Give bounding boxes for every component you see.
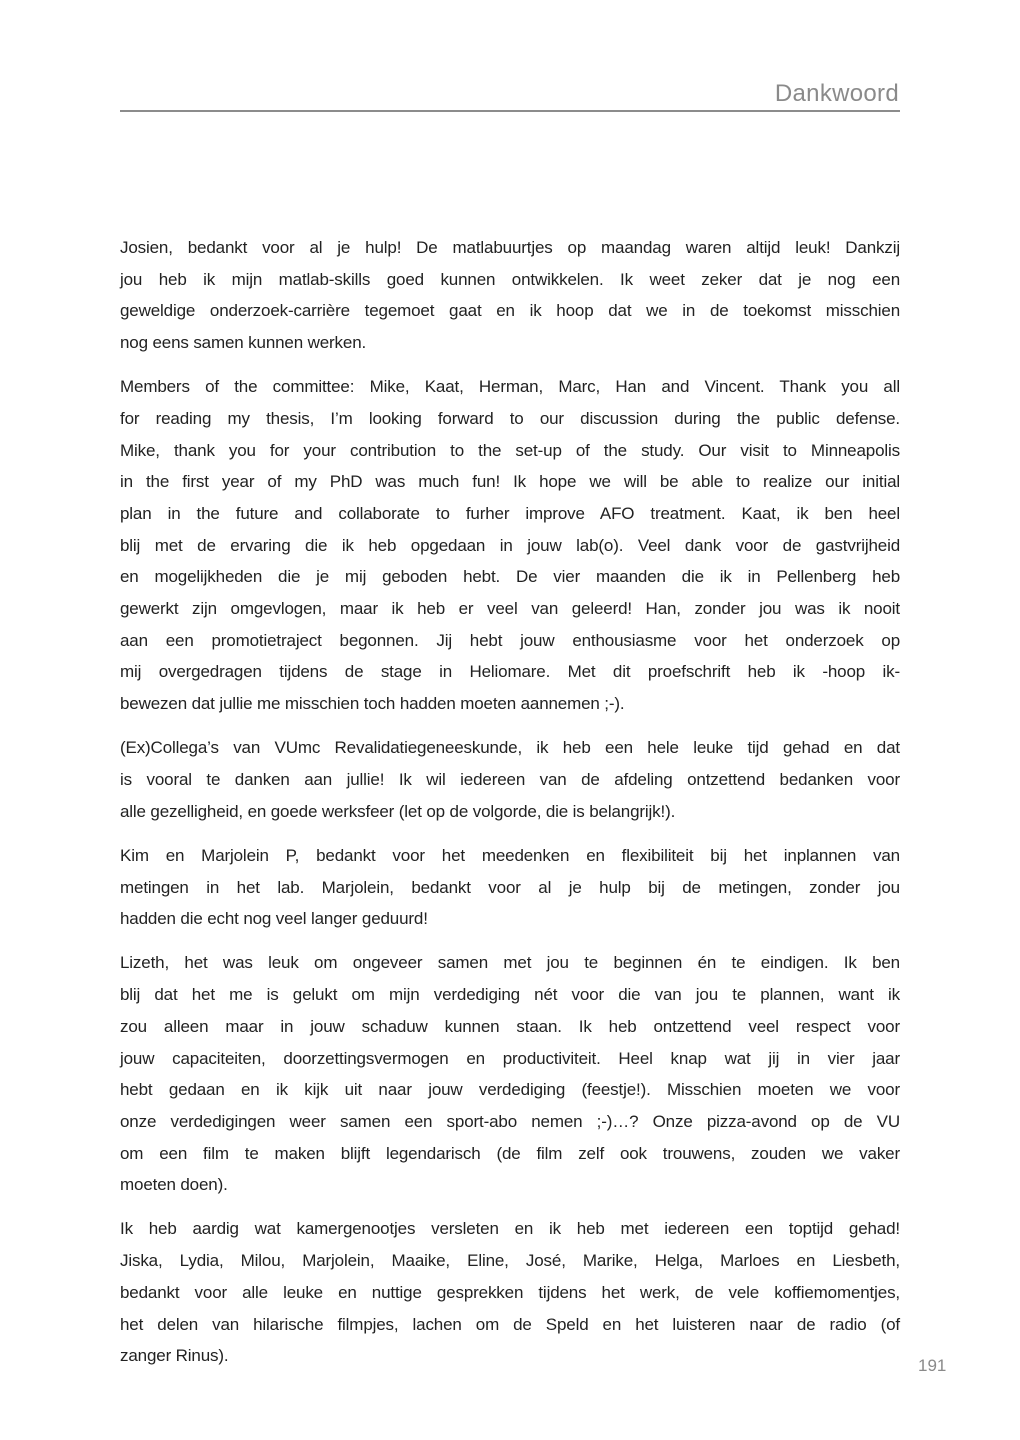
text-line: mij overgedragen tijdens de stage in Heliomare. Met dit proefschrift heb ik -hoop ik- [120, 662, 900, 682]
document-body [120, 232, 900, 1384]
text-line: gewerkt zijn omgevlogen, maar ik heb er veel van geleerd! Han, zonder jou was ik nooit [120, 599, 900, 619]
text-line: jou heb ik mijn matlab-skills goed kunnen ontwikkelen. Ik weet zeker dat je nog een [120, 269, 900, 289]
text-line: aan een promotietraject begonnen. Jij hebt jouw enthousiasme voor het onderzoek op [120, 630, 900, 650]
text-line: blij dat het me is gelukt om mijn verdediging nét voor die van jou te plannen, want ik [120, 985, 900, 1005]
text-line: hebt gedaan en ik kijk uit naar jouw verdediging (feestje!). Misschien moeten we voor [120, 1080, 900, 1100]
text-line: for reading my thesis, I’m looking forward to our discussion during the public defense. [120, 408, 900, 428]
header-divider [120, 110, 900, 112]
text-line: moeten doen). [120, 1175, 228, 1195]
text-line: blij met de ervaring die ik heb opgedaan in jouw lab(o). Veel dank voor de gastvrijheid [120, 535, 900, 555]
paragraph [120, 232, 900, 359]
paragraph [120, 371, 900, 720]
text-line: Mike, thank you for your contribution to the set-up of the study. Our visit to Minneapolis [120, 440, 900, 460]
page-number: 191 [918, 1356, 947, 1375]
text-line: nog eens samen kunnen werken. [120, 333, 367, 353]
paragraph [120, 1213, 900, 1371]
text-line: bewezen dat jullie me misschien toch hadden moeten aannemen ;-). [120, 694, 625, 714]
text-line: geweldige onderzoek-carrière tegemoet gaat en ik hoop dat we in de toekomst misschien [120, 301, 900, 321]
text-line: bedankt voor alle leuke en nuttige gesprekken tijdens het werk, de vele koffiemomentjes, [120, 1282, 900, 1302]
paragraph [120, 732, 900, 827]
text-line: Josien, bedankt voor al je hulp! De matlabuurtjes op maandag waren altijd leuk! Dankzij [120, 238, 900, 257]
text-line: in the first year of my PhD was much fun! Ik hope we will be able to realize our initial [120, 472, 900, 492]
text-line: Lizeth, het was leuk om ongeveer samen met jou te beginnen én te eindigen. Ik ben [120, 953, 900, 973]
text-line: (Ex)Collega’s van VUmc Revalidatiegeneeskunde, ik heb een hele leuke tijd gehad en dat [120, 738, 900, 758]
text-line: het delen van hilarische filmpjes, lachen om de Speld en het luisteren naar de radio (of [120, 1314, 900, 1334]
text-line: Kim en Marjolein P, bedankt voor het meedenken en flexibiliteit bij het inplannen van [120, 845, 900, 865]
text-line: hadden die echt nog veel langer geduurd! [120, 909, 428, 929]
text-line: onze verdedigingen weer samen een sport-abo nemen ;-)…? Onze pizza-avond op de VU [120, 1111, 900, 1131]
text-line: om een film te maken blijft legendarisch (de film zelf ook trouwens, zouden we vaker [120, 1143, 900, 1163]
text-line: Jiska, Lydia, Milou, Marjolein, Maaike, Eline, José, Marike, Helga, Marloes en Liesbeth, [120, 1251, 900, 1271]
text-line: jouw capaciteiten, doorzettingsvermogen en productiviteit. Heel knap wat jij in vier jaar [120, 1048, 900, 1068]
text-line: Ik heb aardig wat kamergenootjes versleten en ik heb met iedereen een toptijd gehad! [120, 1219, 900, 1239]
text-line: en mogelijkheden die je mij geboden hebt. De vier maanden die ik in Pellenberg heb [120, 567, 900, 587]
text-line: plan in the future and collaborate to furher improve AFO treatment. Kaat, ik ben heel [120, 504, 900, 523]
text-line: zanger Rinus). [120, 1346, 229, 1366]
text-line: Members of the committee: Mike, Kaat, Herman, Marc, Han and Vincent. Thank you all [120, 377, 900, 397]
text-line: zou alleen maar in jouw schaduw kunnen staan. Ik heb ontzettend veel respect voor [120, 1016, 900, 1036]
running-header-title: Dankwoord [774, 80, 899, 107]
text-line: alle gezelligheid, en goede werksfeer (let op de volgorde, die is belangrijk!). [120, 801, 676, 821]
paragraph [120, 947, 900, 1201]
text-line: metingen in het lab. Marjolein, bedankt voor al je hulp bij de metingen, zonder jou [120, 877, 900, 897]
paragraph [120, 840, 900, 935]
text-line: is vooral te danken aan jullie! Ik wil iedereen van de afdeling ontzettend bedanken voor [120, 770, 900, 789]
